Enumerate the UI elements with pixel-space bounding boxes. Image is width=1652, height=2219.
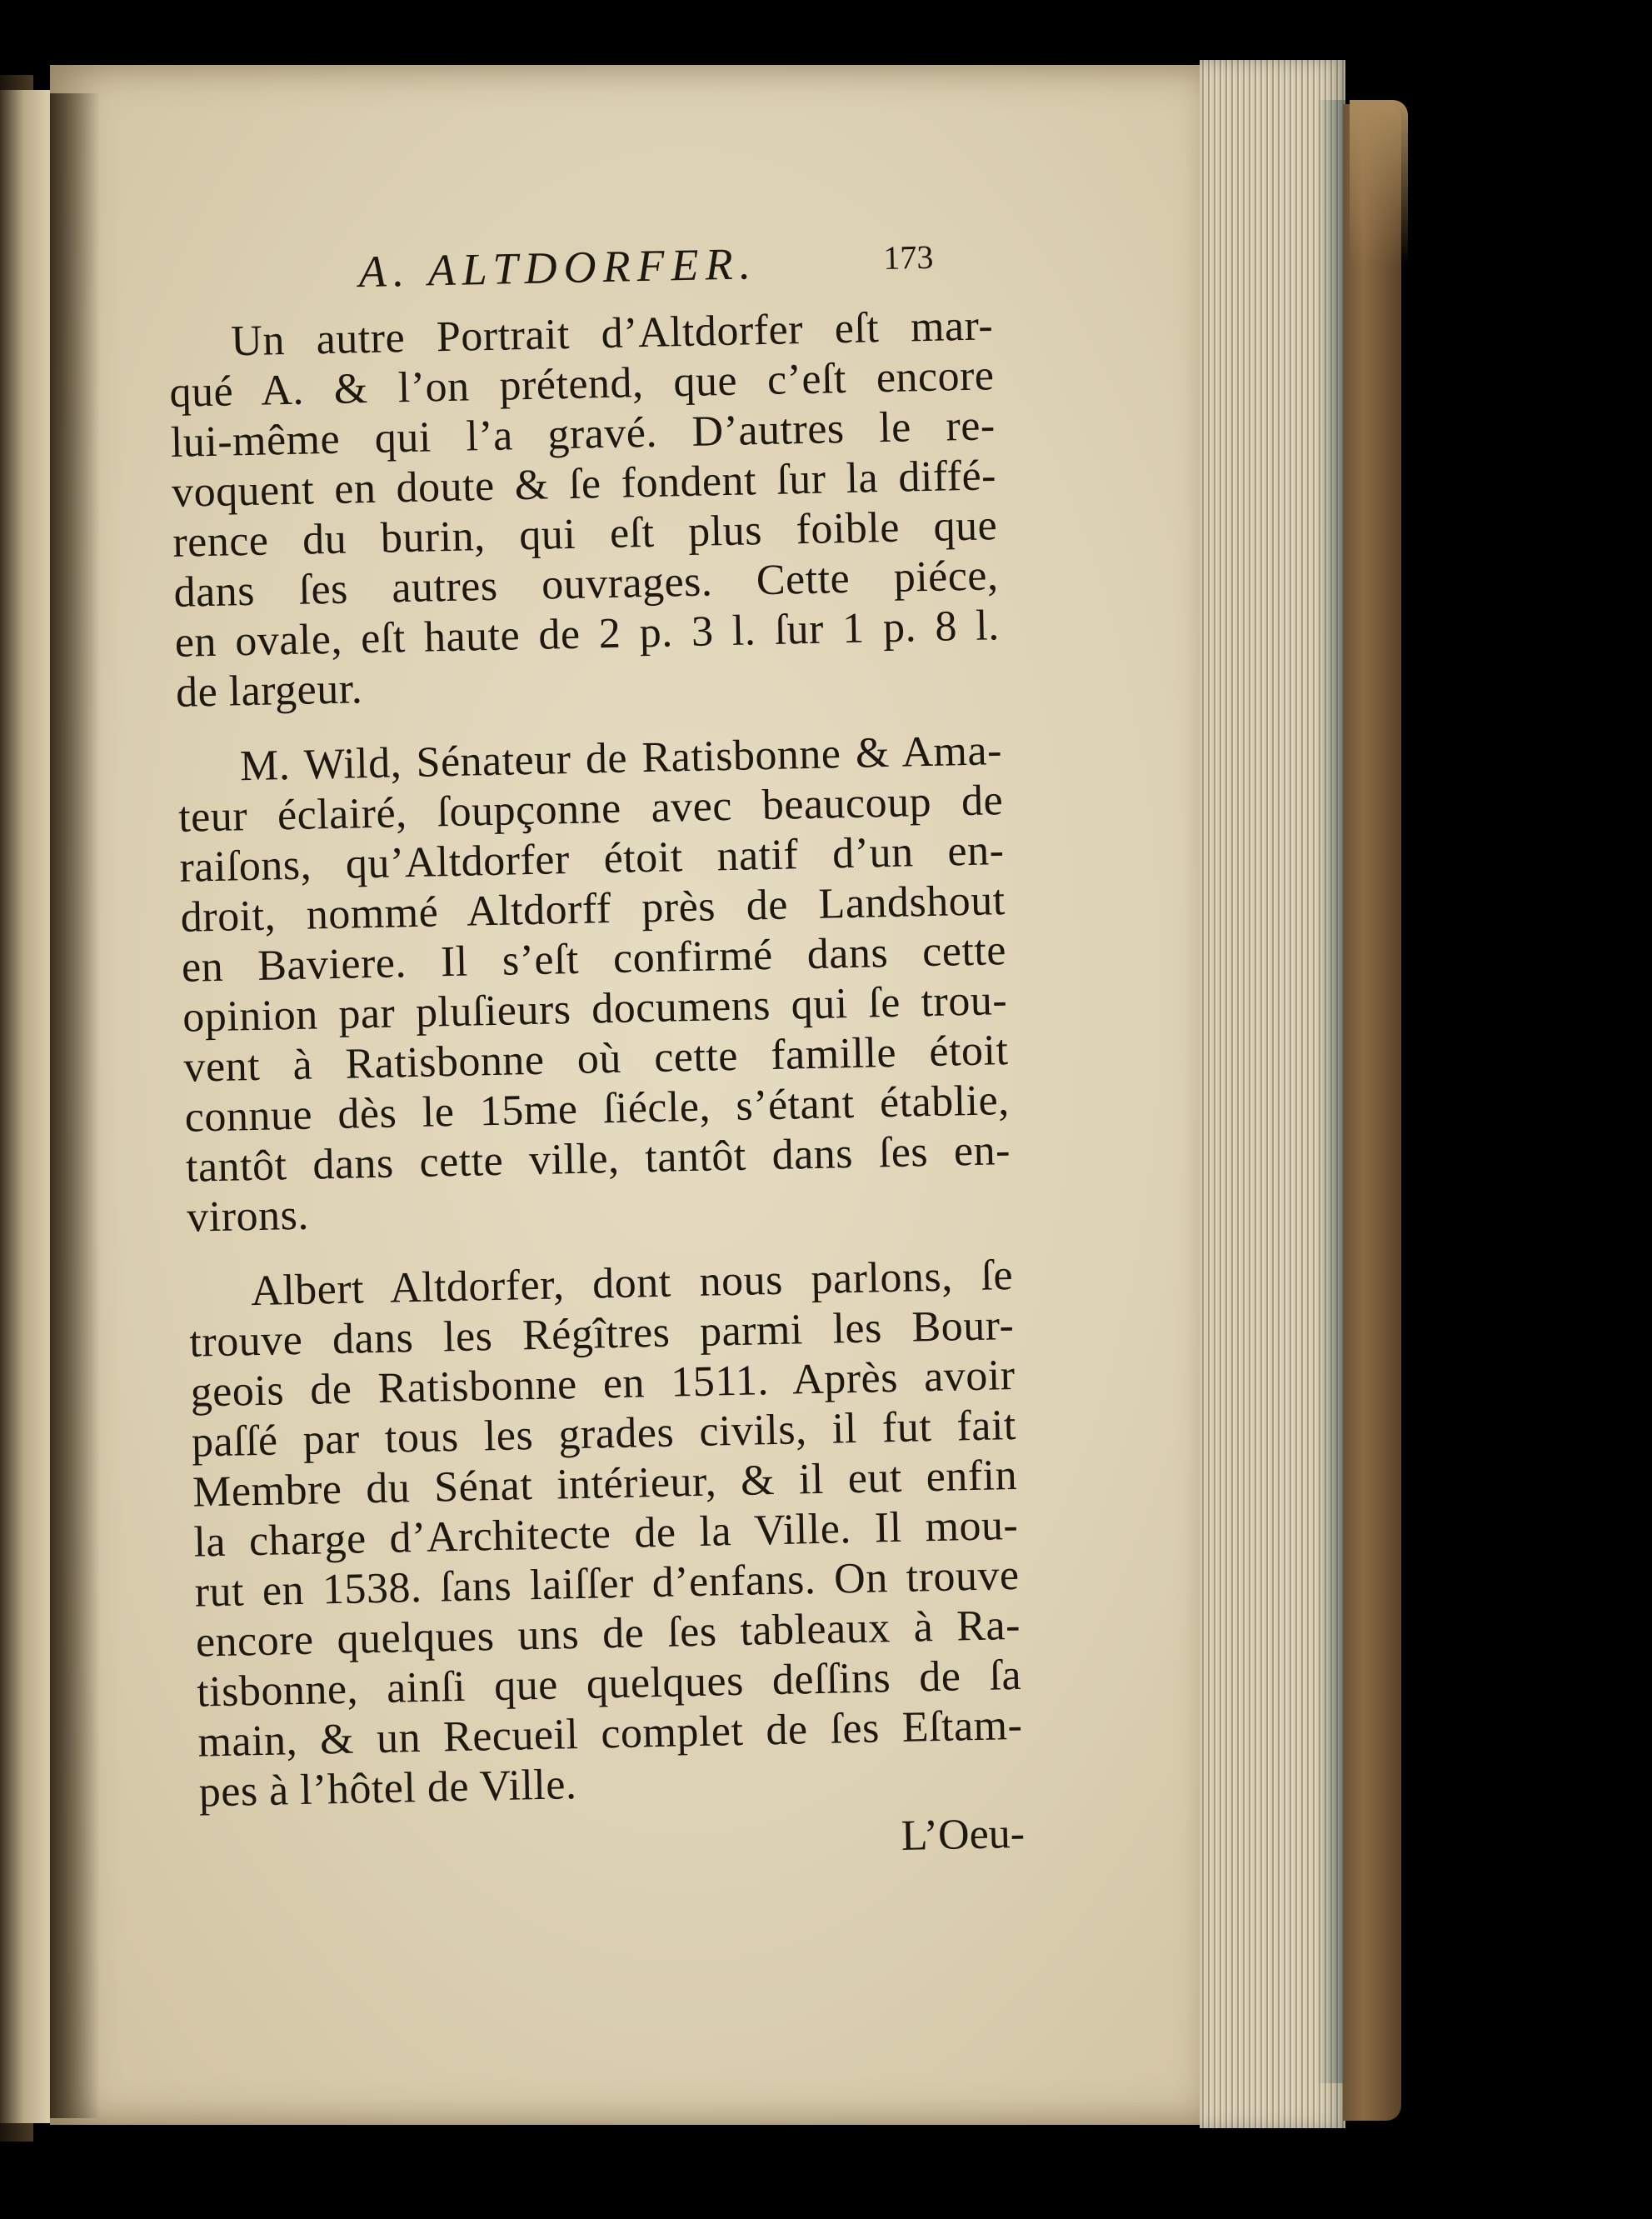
text-line: connue dès le 15me ſiécle, s’étant établie, xyxy=(184,1077,1011,1142)
page-number: 173 xyxy=(882,237,934,277)
text-line: vent à Ratisbonne où cette famille étoit xyxy=(182,1027,1009,1092)
text-line: teur éclairé, ſoupçonne avec beaucoup de xyxy=(177,777,1004,842)
text-block xyxy=(167,232,1026,1876)
text-line: raiſons, qu’Altdorfer étoit natif d’un en- xyxy=(178,827,1005,892)
text-line: dans ſes autres ouvrages. Cette piéce, xyxy=(173,552,999,617)
text-line: lui-même qui l’a gravé. D’autres le re- xyxy=(170,402,996,467)
back-cover-highlight xyxy=(1350,100,1408,267)
text-line: encore quelques uns de ſes tableaux à Ra- xyxy=(195,1601,1021,1667)
page-edges-shade xyxy=(1316,100,1345,2083)
text-line: tisbonne, ainſi que quelques deſſins de ſa xyxy=(196,1651,1022,1717)
catchword: L’Oeu- xyxy=(901,1809,1026,1860)
paragraph-3 xyxy=(188,1251,1025,1818)
text-line: Un autre Portrait d’Altdorfer eſt mar- xyxy=(230,302,994,366)
running-head: A. ALTDORFER. xyxy=(357,238,758,297)
text-line: en Baviere. Il s’eſt confirmé dans cette xyxy=(181,927,1007,992)
paragraph-1 xyxy=(168,301,1001,718)
text-line: Membre du Sénat intérieur, & il eut enfin xyxy=(192,1451,1018,1517)
text-line: qué A. & l’on prétend, que c’eſt encore xyxy=(168,352,995,417)
gutter-shadow xyxy=(50,93,100,2118)
text-line: trouve dans les Régîtres parmi les Bour- xyxy=(188,1301,1015,1367)
back-cover xyxy=(1343,104,1401,2121)
paragraph-2 xyxy=(177,726,1011,1243)
text-line: main, & un Recueil complet de ſes Eſtam- xyxy=(197,1701,1023,1767)
text-line: en ovale, eſt haute de 2 p. 3 l. ſur 1 p. 8 l. xyxy=(174,602,1001,667)
text-line: virons. xyxy=(186,1191,310,1242)
text-line: droit, nommé Altdorff près de Landshout xyxy=(180,877,1006,942)
text-line: geois de Ratisbonne en 1511. Après avoir xyxy=(190,1351,1016,1417)
text-line: la charge d’Architecte de la Ville. Il mou- xyxy=(192,1501,1019,1567)
text-line: voquent en doute & ſe fondent ſur la diffé- xyxy=(171,452,997,517)
text-line: pes à l’hôtel de Ville. xyxy=(198,1761,577,1817)
text-line: paſſé par tous les grades civils, il fut fait xyxy=(191,1401,1017,1467)
text-line: rence du burin, qui eſt plus foible que xyxy=(172,502,998,567)
text-line: Albert Altdorfer, dont nous parlons, ſe xyxy=(250,1251,1014,1316)
text-line: tantôt dans cette ville, tantôt dans ſes en- xyxy=(185,1127,1011,1192)
text-line: opinion par pluſieurs documens qui ſe trou- xyxy=(182,977,1008,1042)
text-line: M. Wild, Sénateur de Ratisbonne & Ama- xyxy=(239,727,1003,791)
text-line: de largeur. xyxy=(175,665,363,717)
text-line: rut en 1538. ſans laiſſer d’enfans. On trouve xyxy=(194,1551,1021,1617)
